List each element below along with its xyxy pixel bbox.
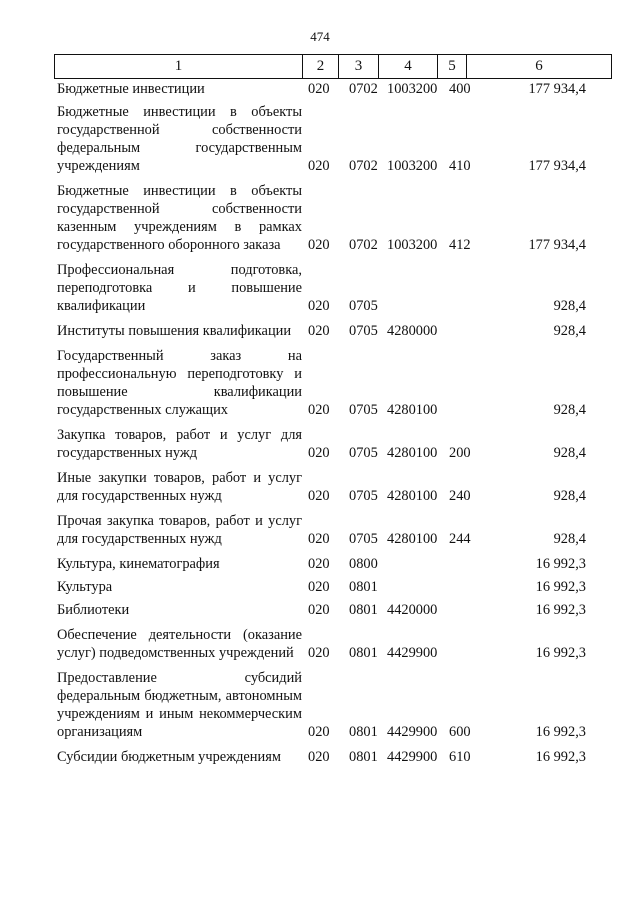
row-sum: 16 992,3 (535, 645, 586, 661)
budget-table-body (57, 80, 602, 773)
row-code-vr: 410 (449, 158, 471, 174)
row-code-cs: 4420000 (387, 602, 438, 618)
row-sum: 928,4 (553, 402, 586, 418)
row-code-gr: 020 (308, 579, 330, 595)
table-row (57, 261, 602, 315)
table-row (57, 669, 602, 741)
row-code-cs: 4280100 (387, 488, 438, 504)
table-row (57, 626, 602, 662)
row-sum: 928,4 (553, 488, 586, 504)
table-row (57, 555, 602, 573)
table-row (57, 469, 602, 505)
row-code-vr: 244 (449, 531, 471, 547)
row-code-gr: 020 (308, 602, 330, 618)
table-row (57, 426, 602, 462)
row-code-rz: 0705 (349, 531, 378, 547)
row-code-rz: 0705 (349, 445, 378, 461)
column-header-6: 6 (467, 55, 612, 79)
column-header-2: 2 (303, 55, 339, 79)
row-code-rz: 0702 (349, 158, 378, 174)
row-code-vr: 240 (449, 488, 471, 504)
row-sum: 16 992,3 (535, 602, 586, 618)
row-code-vr: 600 (449, 724, 471, 740)
row-name: Институты повышения квалификации (57, 323, 292, 339)
row-code-rz: 0705 (349, 488, 378, 504)
row-sum: 928,4 (553, 323, 586, 339)
row-name: Культура (57, 579, 113, 595)
row-name: Профессиональная подготовка, переподготовка и повышение квалификации (57, 262, 302, 314)
row-code-gr: 020 (308, 531, 330, 547)
row-code-gr: 020 (308, 323, 330, 339)
row-name: Бюджетные инвестиции в объекты государственной собственности федеральным государственным учреждениям (57, 104, 302, 174)
row-name: Иные закупки товаров, работ и услуг для государственных нужд (57, 470, 302, 504)
table-row (57, 347, 602, 419)
row-code-rz: 0801 (349, 645, 378, 661)
row-name: Бюджетные инвестиции (57, 81, 205, 97)
row-sum: 16 992,3 (535, 556, 586, 572)
row-code-rz: 0800 (349, 556, 378, 572)
row-code-cs: 1003200 (387, 81, 438, 97)
row-code-vr: 610 (449, 749, 471, 765)
row-code-vr: 412 (449, 237, 471, 253)
table-row (57, 512, 602, 548)
row-code-cs: 4280000 (387, 323, 438, 339)
row-code-gr: 020 (308, 81, 330, 97)
table-row (57, 103, 602, 175)
row-name: Закупка товаров, работ и услуг для государственных нужд (57, 427, 302, 461)
row-code-gr: 020 (308, 402, 330, 418)
row-name: Бюджетные инвестиции в объекты государственной собственности казенным учреждениям в рамках государственного оборонного заказа (57, 183, 302, 253)
row-sum: 928,4 (553, 445, 586, 461)
column-header-4: 4 (379, 55, 438, 79)
row-code-cs: 4429900 (387, 724, 438, 740)
row-code-rz: 0705 (349, 323, 378, 339)
row-code-cs: 4429900 (387, 749, 438, 765)
row-name: Обеспечение деятельности (оказание услуг) подведомственных учреждений (57, 627, 302, 661)
row-code-rz: 0702 (349, 237, 378, 253)
row-code-cs: 4280100 (387, 445, 438, 461)
row-name: Субсидии бюджетным учреждениям (57, 749, 281, 765)
table-row (57, 748, 602, 766)
column-header-row (55, 55, 612, 79)
row-code-cs: 1003200 (387, 158, 438, 174)
row-name: Государственный заказ на профессиональную переподготовку и повышение квалификации государственных служащих (57, 348, 302, 418)
row-code-cs: 4429900 (387, 645, 438, 661)
row-code-gr: 020 (308, 556, 330, 572)
table-row (57, 80, 602, 98)
row-code-rz: 0801 (349, 602, 378, 618)
row-code-vr: 200 (449, 445, 471, 461)
row-sum: 177 934,4 (528, 81, 586, 97)
row-code-gr: 020 (308, 749, 330, 765)
column-header-3: 3 (339, 55, 379, 79)
row-code-gr: 020 (308, 298, 330, 314)
column-header-5: 5 (438, 55, 467, 79)
table-row (57, 578, 602, 596)
row-code-gr: 020 (308, 158, 330, 174)
row-code-cs: 1003200 (387, 237, 438, 253)
row-code-vr: 400 (449, 81, 471, 97)
row-code-rz: 0801 (349, 579, 378, 595)
column-header-1: 1 (55, 55, 303, 79)
row-name: Предоставление субсидий федеральным бюджетным, автономным учреждениям и иным некоммерческим организациям (57, 670, 302, 740)
row-name: Библиотеки (57, 602, 130, 618)
table-row (57, 322, 602, 340)
row-name: Культура, кинематография (57, 556, 220, 572)
row-code-rz: 0702 (349, 81, 378, 97)
row-code-gr: 020 (308, 445, 330, 461)
table-row (57, 601, 602, 619)
row-code-gr: 020 (308, 724, 330, 740)
row-sum: 16 992,3 (535, 749, 586, 765)
row-code-rz: 0801 (349, 749, 378, 765)
row-sum: 177 934,4 (528, 158, 586, 174)
row-sum: 16 992,3 (535, 724, 586, 740)
row-name: Прочая закупка товаров, работ и услуг для государственных нужд (57, 513, 302, 547)
row-code-cs: 4280100 (387, 531, 438, 547)
row-code-gr: 020 (308, 237, 330, 253)
column-header-table (54, 54, 612, 79)
row-code-gr: 020 (308, 488, 330, 504)
row-sum: 177 934,4 (528, 237, 586, 253)
row-code-rz: 0705 (349, 298, 378, 314)
page-number: 474 (310, 29, 330, 44)
row-sum: 16 992,3 (535, 579, 586, 595)
row-code-gr: 020 (308, 645, 330, 661)
row-sum: 928,4 (553, 298, 586, 314)
row-sum: 928,4 (553, 531, 586, 547)
table-row (57, 182, 602, 254)
row-code-rz: 0801 (349, 724, 378, 740)
row-code-cs: 4280100 (387, 402, 438, 418)
row-code-rz: 0705 (349, 402, 378, 418)
